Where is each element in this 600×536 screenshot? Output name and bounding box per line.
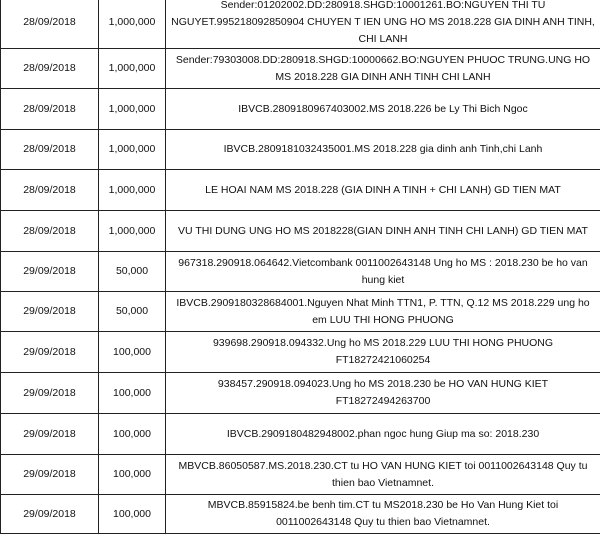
amount-cell: 1,000,000 <box>99 0 166 49</box>
amount-cell: 1,000,000 <box>99 170 166 211</box>
date-cell: 29/09/2018 <box>1 455 99 495</box>
amount-cell: 100,000 <box>99 332 166 373</box>
amount-cell: 1,000,000 <box>99 211 166 252</box>
amount-cell: 100,000 <box>99 495 166 534</box>
date-cell: 28/09/2018 <box>1 170 99 211</box>
amount-cell: 1,000,000 <box>99 89 166 130</box>
amount-cell: 50,000 <box>99 252 166 292</box>
description-cell: Sender:01202002.DD:280918.SHGD:10001261.BO:NGUYEN THI TU NGUYET.995218092850904 CHUYEN T IEN UNG HO MS 2018.228 GIA DINH ANH TINH, CHI LANH <box>166 0 600 49</box>
table-row <box>1 211 600 252</box>
date-cell: 29/09/2018 <box>1 495 99 534</box>
description-cell: LE HOAI NAM MS 2018.228 (GIA DINH A TINH + CHI LANH) GD TIEN MAT <box>166 170 600 211</box>
amount-cell: 100,000 <box>99 414 166 455</box>
amount-cell: 100,000 <box>99 455 166 495</box>
description-cell: IBVCB.2809181032435001.MS 2018.228 gia dinh anh Tinh,chi Lanh <box>166 130 600 170</box>
amount-cell: 1,000,000 <box>99 130 166 170</box>
amount-cell: 1,000,000 <box>99 49 166 89</box>
description-cell: MBVCB.85915824.be benh tim.CT tu MS2018.230 be Ho Van Hung Kiet toi 0011002643148 Quy tu thien bao Vietnamnet. <box>166 495 600 534</box>
description-cell: IBVCB.2909180328684001.Nguyen Nhat Minh TTN1, P. TTN, Q.12 MS 2018.229 ung ho em LUU THI HONG PHUONG <box>166 292 600 332</box>
table-row <box>1 130 600 170</box>
description-cell: 967318.290918.064642.Vietcombank 0011002643148 Ung ho MS : 2018.230 be ho van hung kiet <box>166 252 600 292</box>
date-cell: 28/09/2018 <box>1 0 99 49</box>
date-cell: 29/09/2018 <box>1 414 99 455</box>
table-row <box>1 49 600 89</box>
amount-cell: 100,000 <box>99 373 166 414</box>
description-cell: VU THI DUNG UNG HO MS 2018228(GIAN DINH ANH TINH CHI LANH) GD TIEN MAT <box>166 211 600 252</box>
date-cell: 29/09/2018 <box>1 252 99 292</box>
description-cell: IBVCB.2909180482948002.phan ngoc hung Giup ma so: 2018.230 <box>166 414 600 455</box>
table-row <box>1 373 600 414</box>
table-row <box>1 414 600 455</box>
table-row <box>1 252 600 292</box>
amount-cell: 50,000 <box>99 292 166 332</box>
description-cell: 939698.290918.094332.Ung ho MS 2018.229 LUU THI HONG PHUONG FT18272421060254 <box>166 332 600 373</box>
date-cell: 29/09/2018 <box>1 292 99 332</box>
description-cell: IBVCB.2809180967403002.MS 2018.226 be Ly Thi Bich Ngoc <box>166 89 600 130</box>
table-row <box>1 292 600 332</box>
table-row <box>1 332 600 373</box>
date-cell: 28/09/2018 <box>1 211 99 252</box>
description-cell: 938457.290918.094023.Ung ho MS 2018.230 be HO VAN HUNG KIET FT18272494263700 <box>166 373 600 414</box>
date-cell: 28/09/2018 <box>1 89 99 130</box>
table-row <box>1 170 600 211</box>
date-cell: 28/09/2018 <box>1 130 99 170</box>
date-cell: 28/09/2018 <box>1 49 99 89</box>
table-row <box>1 455 600 495</box>
description-cell: MBVCB.86050587.MS.2018.230.CT tu HO VAN HUNG KIET toi 0011002643148 Quy tu thien bao Vietnamnet. <box>166 455 600 495</box>
date-cell: 29/09/2018 <box>1 332 99 373</box>
table-row <box>1 0 600 49</box>
table-row <box>1 89 600 130</box>
table-row <box>1 495 600 534</box>
date-cell: 29/09/2018 <box>1 373 99 414</box>
description-cell: Sender:79303008.DD:280918.SHGD:10000662.BO:NGUYEN PHUOC TRUNG.UNG HO MS 2018.228 GIA DINH ANH TINH CHI LANH <box>166 49 600 89</box>
